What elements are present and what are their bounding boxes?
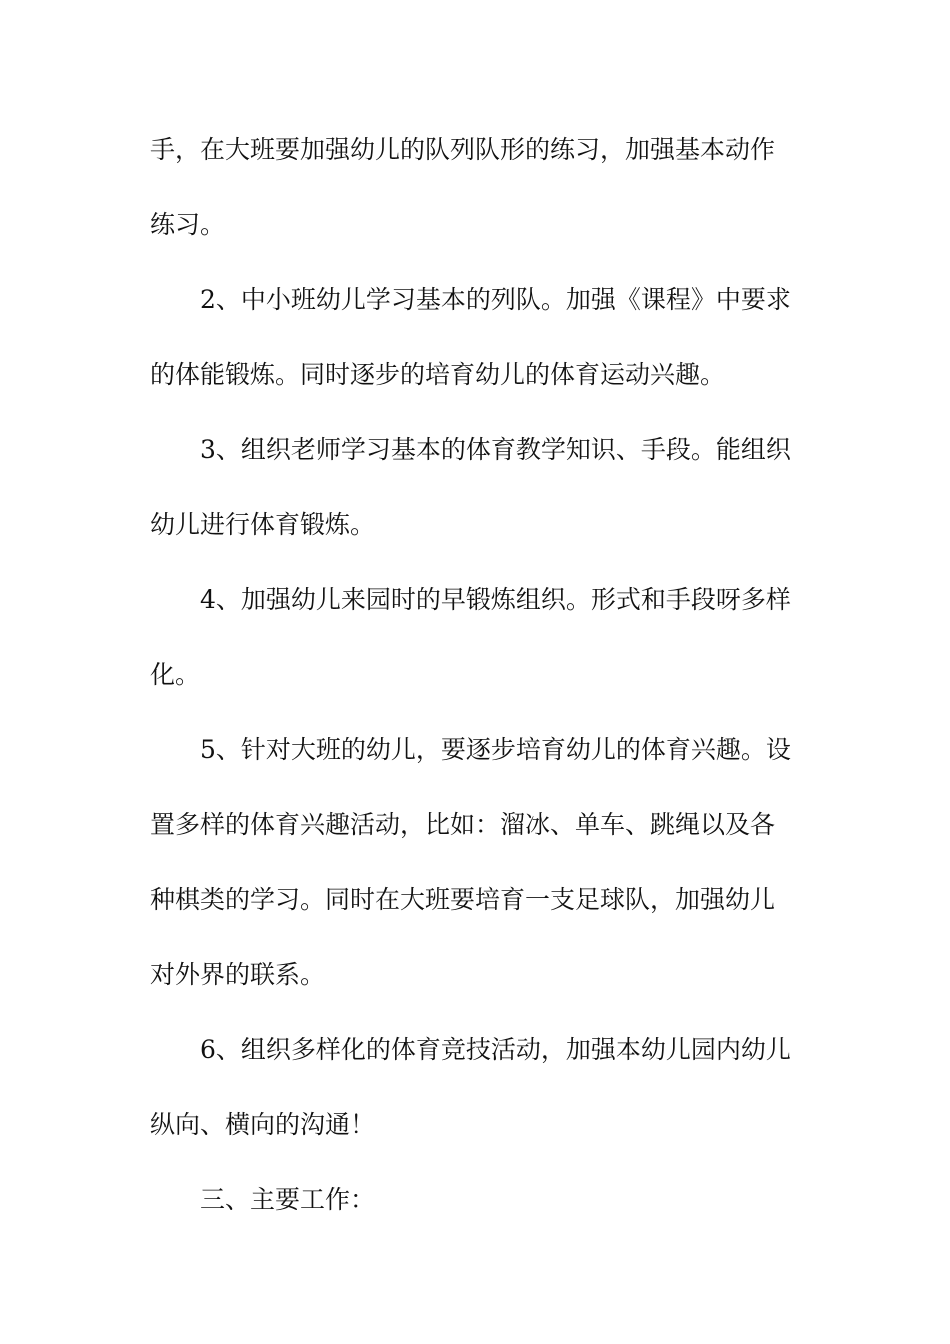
text-line: 对外界的联系。 <box>150 960 326 989</box>
section-heading: 三、主要工作： <box>200 1185 376 1214</box>
document-body <box>150 112 810 1237</box>
list-item-2: 2、中小班幼儿学习基本的列队。加强《课程》中要求 <box>200 285 791 314</box>
list-item-6: 6、组织多样化的体育竞技活动，加强本幼儿园内幼儿 <box>200 1035 791 1064</box>
text-line: 化。 <box>150 660 201 689</box>
text-line: 的体能锻炼。同时逐步的培育幼儿的体育运动兴趣。 <box>150 360 726 389</box>
text-line: 纵向、横向的沟通！ <box>150 1110 376 1139</box>
text-line: 练习。 <box>150 210 226 239</box>
text-line: 置多样的体育兴趣活动，比如：溜冰、单车、跳绳以及各 <box>150 810 776 839</box>
list-item-4: 4、加强幼儿来园时的早锻炼组织。形式和手段呀多样 <box>200 585 791 614</box>
text-line: 种棋类的学习。同时在大班要培育一支足球队，加强幼儿 <box>150 885 776 914</box>
text-line: 幼儿进行体育锻炼。 <box>150 510 376 539</box>
text-line: 手，在大班要加强幼儿的队列队形的练习，加强基本动作 <box>150 135 776 164</box>
list-item-5: 5、针对大班的幼儿，要逐步培育幼儿的体育兴趣。设 <box>200 735 791 764</box>
list-item-3: 3、组织老师学习基本的体育教学知识、手段。能组织 <box>200 435 791 464</box>
